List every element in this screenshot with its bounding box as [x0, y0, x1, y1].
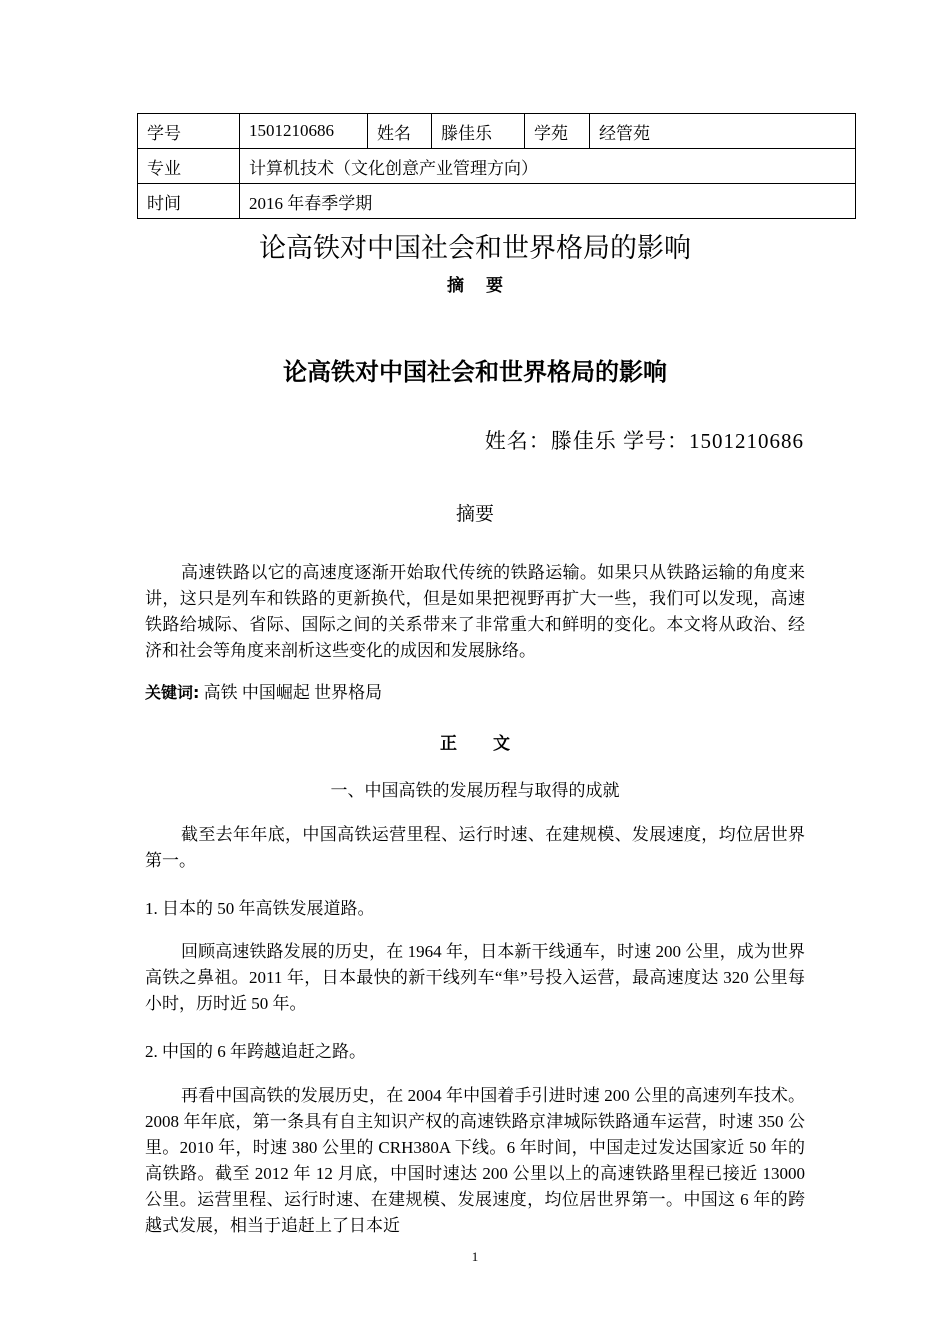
major-value: 计算机技术（文化创意产业管理方向） — [240, 149, 856, 184]
body-paragraph-1: 截至去年年底，中国高铁运营里程、运行时速、在建规模、发展速度，均位居世界第一。 — [145, 825, 805, 870]
label-school: 学苑 — [525, 114, 590, 149]
paper-title: 论高铁对中国社会和世界格局的影响 — [283, 360, 667, 386]
body-heading: 正文 — [440, 734, 546, 754]
abstract-heading: 摘要 — [455, 503, 494, 525]
student-id-value: 1501210686 — [240, 114, 368, 149]
label-student-id: 学号 — [138, 114, 240, 149]
subheading-japan: 1. 日本的 50 年高铁发展道路。 — [145, 899, 375, 918]
author-line: 姓名：滕佳乐 学号：1501210686 — [484, 429, 804, 453]
info-row-time — [138, 184, 856, 219]
time-value: 2016 年春季学期 — [240, 184, 856, 219]
main-title: 论高铁对中国社会和世界格局的影响 — [259, 233, 691, 264]
page-number: 1 — [471, 1249, 479, 1264]
body-paragraph-3: 再看中国高铁的发展历史，在 2004 年中国着手引进时速 200 公里的高速列车技术。2008 年年底，第一条具有自主知识产权的高速铁路京津城际铁路通车运营，时速 350 公里。2010 年，时速 380 公里的 CRH380A 下线。6 年时间，中国走过发达国家近 50 年的高铁路。截至 2012 年 12 月底，中国时速达 200 公里以上的高速铁路里程已接近 13000 公里。运营里程、运行时速、在建规模、发展速度，均位居世界第一。中国这 6 年的跨越式发展，相当于追赶上了日本近 — [145, 1086, 805, 1235]
label-time: 时间 — [138, 184, 240, 219]
label-name: 姓名 — [368, 114, 432, 149]
abstract-paragraph: 高速铁路以它的高速度逐渐开始取代传统的铁路运输。如果只从铁路运输的角度来讲，这只是列车和铁路的更新换代，但是如果把视野再扩大一些，我们可以发现，高速铁路给城际、省际、国际之间的关系带来了非常重大和鲜明的变化。本文将从政治、经济和社会等角度来剖析这些变化的成因和发展脉络。 — [145, 563, 805, 660]
student-info-table — [137, 113, 856, 219]
keywords-line — [145, 680, 382, 706]
section-title: 一、中国高铁的发展历程与取得的成就 — [330, 781, 620, 800]
subheading-china: 2. 中国的 6 年跨越追赶之路。 — [145, 1042, 366, 1061]
info-row-id — [138, 114, 856, 149]
label-major: 专业 — [138, 149, 240, 184]
abstract-heading-spaced: 摘要 — [447, 276, 525, 296]
name-value: 滕佳乐 — [432, 114, 525, 149]
keywords-value: 高铁 中国崛起 世界格局 — [203, 683, 383, 702]
keywords-label: 关键词: — [145, 683, 200, 702]
body-paragraph-2: 回顾高速铁路发展的历史，在 1964 年，日本新干线通车，时速 200 公里，成为世界高铁之鼻祖。2011 年，日本最快的新干线列车“隼”号投入运营，最高速度达 320 公里每小时，历时近 50 年。 — [145, 942, 805, 1013]
info-row-major — [138, 149, 856, 184]
school-value: 经管苑 — [590, 114, 856, 149]
